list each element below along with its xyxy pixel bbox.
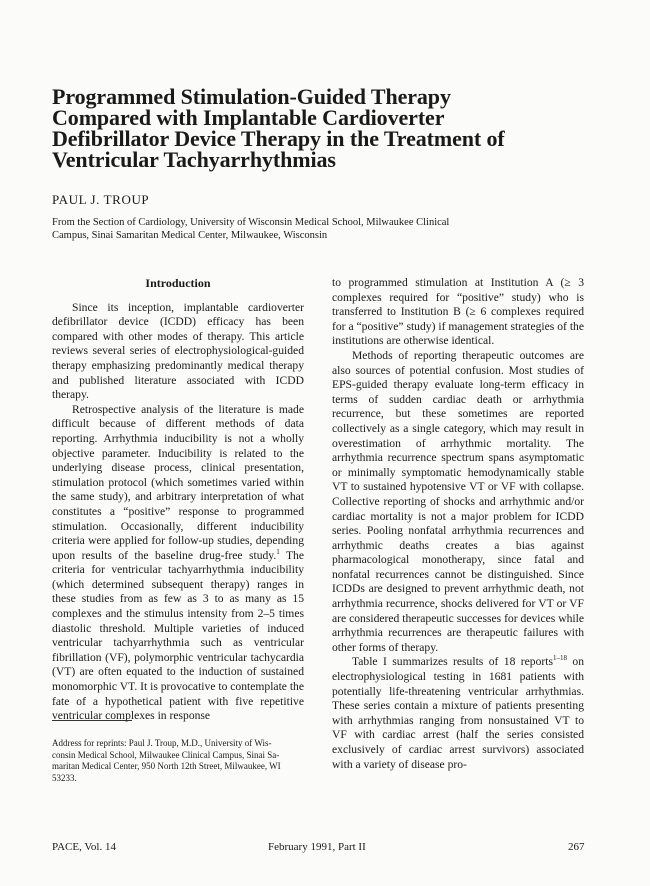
paragraph: Since its inception, implantable cardioverter defibrillator device (ICDD) efficacy has been compared with other modes of therapy. This article reviews several series of electrophysiological-guided therapy emphasizing predominantly medical therapy and published literature associated with ICDD therapy. — [52, 300, 304, 402]
footer-date: February 1991, Part II — [268, 841, 366, 853]
paragraph-text: on electrophysiological testing in 1681 patients with potentially life-threatening ventricular arrhythmias. These series contain a mixture of patients presenting with arrhythmias ranging from nonsustained VT to VF with cardiac arrest (half the series consisted exclusively of cardiac arrest survivors) associated with a variety of disease pro- — [332, 655, 584, 771]
right-column — [332, 276, 584, 772]
author-affiliation — [52, 216, 572, 242]
affiliation-line: From the Section of Cardiology, University of Wisconsin Medical School, Milwaukee Clinical — [52, 217, 450, 228]
title-line: Ventricular Tachyarrhythmias — [52, 147, 336, 172]
footnote-line: 53233. — [52, 772, 77, 783]
paragraph: Methods of reporting therapeutic outcomes are also sources of potential confusion. Most studies of EPS-guided therapy evaluate long-term efficacy in terms of sudden cardiac death or arrhythmia recurrence, but these sometimes are reported collectively as a single category, which may result in overestimation of arrhythmic mortality. The arrhythmia recurrence spectrum spans asymptomatic or minimally symptomatic hemodynamically stable VT to sustained hypotensive VT or VF with collapse. Collective reporting of shocks and arrhythmic and/or cardiac mortality is not a major problem for ICDD series. Pooling nonfatal arrhythmia recurrences and arrhythmic deaths creates a bias against pharmacological monotherapy, since fatal and nonfatal recurrences cannot be distinguished. Since ICDDs are designed to prevent arrhythmic death, not arrhythmia recurrence, shocks delivered for VT or VF are considered therapeutic successes for devices while arrhythmia recurrences are therapeutic failures with other forms of therapy. — [332, 348, 584, 654]
author-name: PAUL J. TROUP — [52, 192, 150, 207]
title-line: Defibrillator Device Therapy in the Treatment of — [52, 126, 505, 151]
page-number: 267 — [568, 841, 585, 853]
footnote-divider — [52, 720, 132, 721]
paragraph-text: Retrospective analysis of the literature is made difficult because of different methods of data reporting. Arrhythmia inducibility is not a wholly objective parameter. Inducibility is related to the underlying disease process, clinical presentation, stimulation protocol (which sometimes varied within the same study), and arbitrary interpretation of what constitutes a “positive” response to programmed stimulation. Occasionally, different inducibility criteria were applied for follow-up studies, depending upon results of the baseline drug-free study. — [52, 402, 304, 562]
paragraph-text: The criteria for ventricular tachyarrhythmia inducibility (which determined subsequent therapy) ranges in these studies from as few as 3 to as many as 15 complexes and the stimulus intensity from 2–5 times diastolic threshold. Multiple varieties of induced ventricular tachyarrhythmia such as ventricular fibrillation (VF), polymorphic ventricular tachycardia (VT) are often equated to the induction of sustained monomorphic VT. It is provocative to contemplate the fate of a hypothetical patient with five repetitive ventricular complexes in response — [52, 548, 304, 723]
title-line: Compared with Implantable Cardioverter — [52, 105, 445, 130]
paragraph — [52, 403, 304, 724]
section-heading-introduction: Introduction — [145, 276, 211, 290]
left-column — [52, 276, 304, 724]
title-line: Programmed Stimulation-Guided Therapy — [52, 84, 451, 109]
citation-ref: 1 — [276, 547, 280, 556]
footnote-line: Address for reprints: Paul J. Troup, M.D., University of Wis- — [52, 738, 272, 748]
footnote-line: consin Medical School, Milwaukee Clinical Campus, Sinai Sa- — [52, 749, 280, 760]
article-title — [52, 86, 572, 170]
footnote-line: maritan Medical Center, 950 North 12th Street, Milwaukee, WI — [52, 761, 281, 771]
footer-journal: PACE, Vol. 14 — [52, 841, 116, 853]
reprint-footnote — [52, 738, 304, 784]
paragraph-continued: to programmed stimulation at Institution A (≥ 3 complexes required for “positive” study) who is transferred to Institution B (≥ 6 complexes required for a “positive” study) if management strategies of the institutions are otherwise identical. — [332, 276, 584, 348]
paragraph — [332, 655, 584, 772]
citation-ref: 1–18 — [552, 654, 567, 663]
paragraph-text: Table I summarizes results of 18 reports — [352, 655, 553, 669]
affiliation-line: Campus, Sinai Samaritan Medical Center, Milwaukee, Wisconsin — [52, 230, 328, 241]
